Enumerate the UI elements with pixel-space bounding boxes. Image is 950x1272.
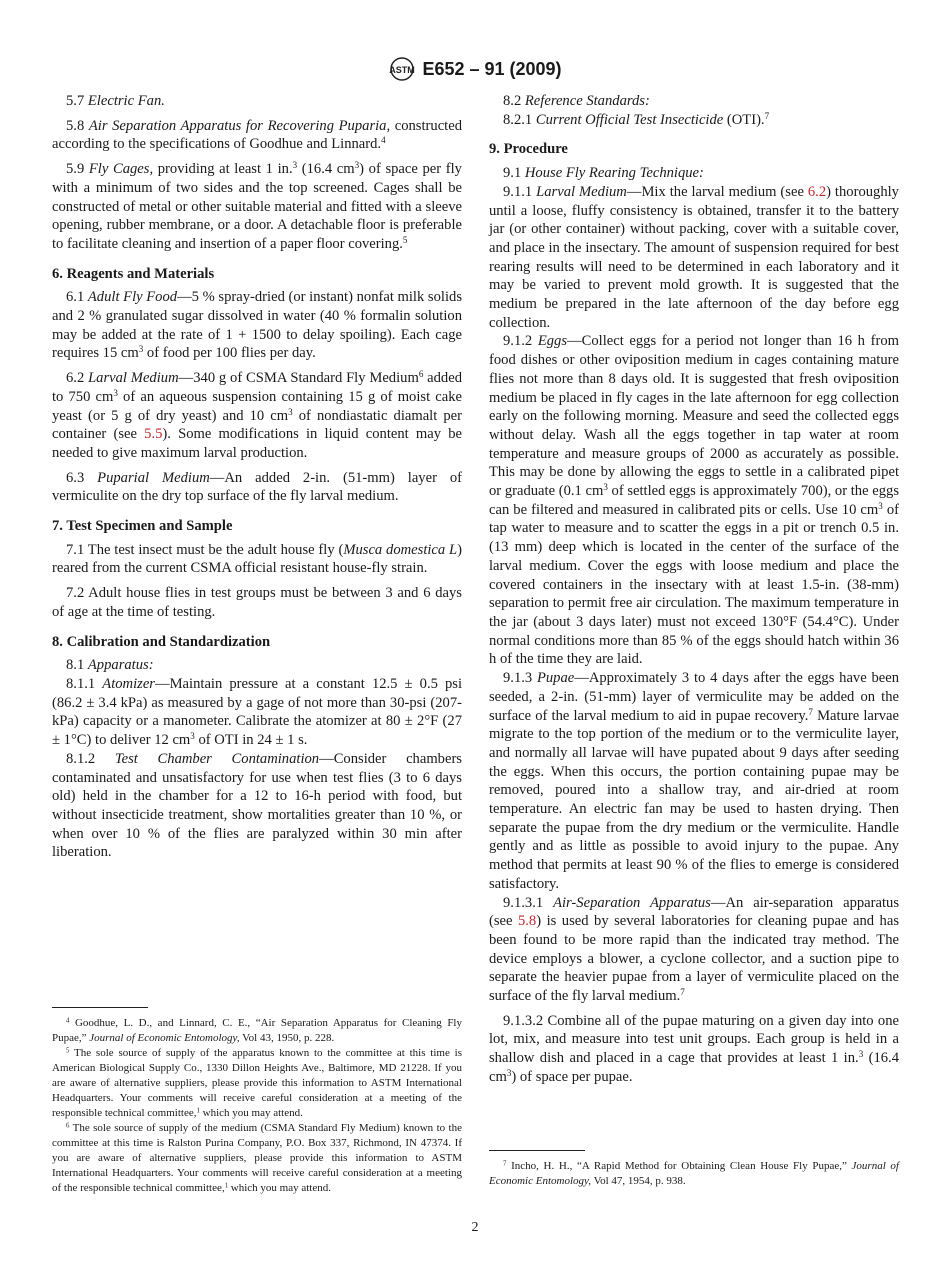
italic-term: Electric Fan. bbox=[87, 93, 165, 109]
footnote-ref: 6 bbox=[418, 369, 424, 380]
footnote-ref: 7 bbox=[764, 110, 770, 121]
paragraph bbox=[52, 1121, 462, 1196]
footnote-ref: 1 bbox=[224, 1182, 228, 1190]
text-run: ) is used by several laboratories for cleaning pupae and has been found to be more rapid than the indicated tray method. The device employs a blower, a cyclone collector, and a suction pipe to separate the heavier pupae from a layer of vermiculite placed on the surface of the fly larval medium. bbox=[489, 913, 899, 1005]
paragraph bbox=[52, 288, 462, 363]
paragraph bbox=[52, 656, 462, 675]
text-run: 9.1.3.2 Combine all of the pupae maturing on a given day into one lot, mix, and measure into test unit groups. Each group is held in a shallow dish and placed in a cage that provides at least 1 in. bbox=[489, 1012, 899, 1067]
text-run: —Mix the larval medium (see bbox=[626, 183, 808, 200]
italic-term: Apparatus: bbox=[87, 657, 154, 674]
text-run: 8. Calibration and Standardization bbox=[52, 633, 271, 650]
section-link[interactable]: 5.5 bbox=[144, 426, 163, 443]
text-run: constructed according to the specifications of Goodhue and Linnard. bbox=[52, 117, 463, 153]
footnote-ref: 3 bbox=[506, 1067, 512, 1078]
paragraph bbox=[52, 160, 462, 254]
italic-term: Air-Separation Apparatus bbox=[553, 894, 711, 911]
text-run: 7. Test Specimen and Sample bbox=[52, 518, 233, 535]
text-run: 8.1.1 bbox=[66, 675, 103, 692]
page-header bbox=[0, 57, 950, 81]
text-run: of settled eggs is approximately 700), or the eggs can be filtered and measured in calibrated pits or cells. Use 10 cm bbox=[489, 483, 899, 518]
paragraph bbox=[52, 469, 462, 506]
text-run: 9.1.2 bbox=[503, 333, 538, 350]
footnote-ref: 3 bbox=[292, 160, 298, 171]
italic-term: House Fly Rearing Technique: bbox=[524, 165, 704, 182]
text-run: of an aqueous suspension containing 15 g of moist cake yeast (or 5 g of dry yeast) and 10 cm bbox=[52, 388, 463, 424]
document-designation: E652 – 91 (2009) bbox=[422, 58, 562, 79]
text-run: —An air-separation apparatus (see bbox=[489, 894, 900, 930]
footnote-ref: 4 bbox=[381, 135, 386, 146]
text-run: (16.4 cm bbox=[297, 161, 355, 178]
text-run: 6.3 bbox=[66, 469, 98, 486]
text-run: of tap water to measure and to scatter the eggs in a pit or trench 0.5 in. (13 mm) deep which is located in the center of the surface of the larval medium. Cover the eggs with loose medium and place the covered containers in the insectary with at least 1.5-in. (38-mm) separation to permit free air circulation. The maximum temperature in the jar (about 3 days later) must not exceed 130°F (54.4°C). Under normal conditions more than 85 % of the eggs should hatch within 36 h of the time they are laid. bbox=[489, 501, 899, 668]
footnote-ref: 3 bbox=[113, 387, 118, 398]
footnote-ref: 6 bbox=[66, 1122, 70, 1130]
italic-term: Atomizer bbox=[102, 675, 155, 692]
footnote-divider bbox=[489, 1150, 585, 1151]
text-run: which you may attend. bbox=[228, 1182, 331, 1194]
italic-term: Larval Medium bbox=[536, 183, 627, 200]
italic-term: Fly Cages, bbox=[88, 161, 154, 178]
text-run: ) of space per pupae. bbox=[511, 1068, 633, 1085]
text-run: providing at least 1 in. bbox=[153, 161, 293, 178]
paragraph bbox=[489, 111, 899, 130]
paragraph bbox=[52, 584, 462, 621]
footnote-ref: 3 bbox=[603, 482, 608, 493]
italic-term: Test Chamber Contamination bbox=[114, 750, 320, 767]
footnotes-right bbox=[489, 1159, 899, 1189]
section-heading bbox=[489, 140, 899, 159]
text-run: 9.1 bbox=[503, 165, 525, 182]
paragraph bbox=[52, 117, 462, 154]
italic-term: Adult Fly Food bbox=[87, 289, 178, 306]
paragraph bbox=[52, 1046, 462, 1121]
text-run: —Collect eggs for a period not longer than 16 h from food dishes or other oviposition medium in cages containing mature flies not more than 8 days old. It is suggested that fresh oviposition medium be placed in fly cages in the late afternoon for egg collection early on the following morning. Measure and seed the collected eggs without delay. Wash all the eggs together in tap water at room temperature and measure groups of 2000 as accurately as possible. This may be done by allowing the eggs to settle in a calibrated pipet or graduate (0.1 cm bbox=[489, 333, 899, 500]
italic-term: Musca domestica L bbox=[343, 541, 458, 558]
italic-term: Reference Standards: bbox=[524, 93, 650, 109]
text-run: 9.1.3.1 bbox=[503, 894, 554, 911]
text-run: Mature larvae migrate to the top portion of the medium or to the vermiculite layer, and normally all larvae will have pupated about 9 days after seeding the eggs. When this occurs, the portion containing pupae may be removed, poured into a shallow tray, and air-dried at room temperature. An electric fan may be used to hasten drying. Then separate the pupae from the dry medium or the vermiculite. Handle gently and as little as possible to avoid injury to the pupae. Any method that permits at least 90 % of the flies to emerge is considered satisfactory. bbox=[489, 707, 899, 892]
section-link[interactable]: 6.2 bbox=[807, 183, 827, 200]
section-link[interactable]: 5.8 bbox=[517, 913, 537, 930]
page-number: 2 bbox=[471, 1220, 479, 1235]
text-run: of food per 100 flies per day. bbox=[143, 345, 316, 362]
text-run: 8.2 bbox=[503, 93, 525, 109]
text-run: 9.1.1 bbox=[503, 183, 537, 200]
right-column bbox=[489, 92, 899, 1087]
text-run: ). Some modifications in liquid content may be needed to give maximum larval production. bbox=[52, 426, 462, 461]
text-run: The sole source of supply of the apparatus known to the committee at this time is American Biological Supply Co., 1330 Dillon Heights Ave., Baltimore, MD 21228. If you are aware of alternative suppliers, please provide this information to ASTM International Headquarters. Your comments will receive careful consideration at a meeting of the responsible technical committee, bbox=[52, 1047, 462, 1119]
text-run: 6. Reagents and Materials bbox=[52, 265, 215, 282]
paragraph bbox=[489, 92, 899, 111]
footnote-ref: 5 bbox=[402, 234, 408, 245]
svg-text:ASTM: ASTM bbox=[389, 65, 416, 75]
text-run: Goodhue, L. D., and Linnard, C. E., “Air Separation Apparatus for Cleaning Fly Pupae,” bbox=[52, 1017, 462, 1044]
text-run: —Maintain pressure at a constant 12.5 ± 0.5 psi (86.2 ± 3.4 kPa) as measured by a gage of not more than 30-psi (207-kPa) capacity or a manometer. Calibrate the atomizer at 80 ± 2°F (27 ± 1°C) to deliver 12 cm bbox=[52, 675, 463, 749]
paragraph bbox=[489, 1159, 899, 1189]
footnote-ref: 4 bbox=[66, 1017, 70, 1025]
italic-term: Eggs bbox=[537, 333, 568, 350]
paragraph bbox=[52, 675, 462, 750]
footnote-ref: 3 bbox=[878, 500, 883, 511]
italic-term: Larval Medium bbox=[88, 370, 179, 387]
text-run: 8.1 bbox=[66, 657, 88, 674]
italic-term: Journal of Economic Entomology, bbox=[89, 1032, 240, 1044]
paragraph bbox=[52, 369, 462, 463]
text-run: 5.7 bbox=[66, 93, 88, 109]
left-column bbox=[52, 92, 462, 862]
text-run: —Consider chambers contaminated and unsatisfactory for use when test flies (3 to 6 days old) held in the chamber for a 12 to 16-h period with food, but without insecticide treatment, show mortalities greater than 10 %, or when over 10 % of the flies are paralyzed within 30 min after liberation. bbox=[52, 750, 462, 861]
footnote-ref: 3 bbox=[354, 160, 360, 171]
text-run: (OTI). bbox=[723, 111, 765, 128]
section-heading bbox=[52, 517, 462, 536]
italic-term: Puparial Medium bbox=[97, 469, 210, 486]
text-run: ) of space per fly with a minimum of two sides and the top screened. Cages shall be constructed of metal or other suitable material and fitted with a sleeve opening, rubber membrane, or a door. A detachable floor is preferable to facilitate cleaning and insertion of a paper floor covering. bbox=[52, 161, 462, 252]
text-run: 9.1.3 bbox=[503, 670, 537, 687]
section-heading bbox=[52, 633, 462, 652]
text-run: 6.1 bbox=[66, 289, 88, 306]
text-run: which you may attend. bbox=[199, 1107, 303, 1119]
paragraph bbox=[489, 1012, 899, 1087]
text-run: —Approximately 3 to 4 days after the eggs have been seeded, a 2-in. (51-mm) layer of vermiculite may be added on the surface of the larval medium to aid in pupae recovery. bbox=[489, 670, 899, 724]
italic-term: Current Official Test Insecticide bbox=[535, 111, 724, 128]
paragraph bbox=[489, 669, 899, 893]
italic-term: Journal of Economic Entomology, bbox=[489, 1160, 899, 1187]
text-run: added to 750 cm bbox=[52, 370, 463, 405]
text-run: 8.2.1 bbox=[503, 111, 536, 128]
footnote-ref: 3 bbox=[858, 1049, 864, 1060]
text-run: of nondiastatic diamalt per container (see bbox=[52, 407, 462, 443]
text-run: ) thoroughly until a loose, fluffy consistency is obtained, transfer it to the battery jar (or other container) without packing, cover with a suitable cover, and place in the insectary. The amount of suspension required for best rearing results will need to be determined in each laboratory and it may be varied to prevent mold growth. It is suggested that the medium be prepared in the late afternoon of the day before egg collection. bbox=[489, 183, 899, 331]
text-run: The sole source of supply of the medium (CSMA Standard Fly Medium) known to the committee at this time is Ralston Purina Company, P.O. Box 337, Richmond, IN 47374. If you are aware of alternative suppliers, please provide this information to ASTM International Headquarters. Your comments will receive careful consideration at a meeting of the responsible technical committee, bbox=[52, 1122, 462, 1194]
text-run: (16.4 cm bbox=[489, 1050, 899, 1085]
text-run: Incho, H. H., “A Rapid Method for Obtaining Clean House Fly Pupae,” bbox=[506, 1160, 852, 1172]
footnote-ref: 7 bbox=[680, 987, 685, 998]
text-run: 5.8 bbox=[66, 117, 89, 134]
footnote-ref: 5 bbox=[66, 1047, 70, 1055]
paragraph bbox=[52, 92, 462, 111]
text-run: —An added 2-in. (51-mm) layer of vermiculite on the dry top surface of the fly larval medium. bbox=[52, 469, 462, 505]
text-run: 5.9 bbox=[66, 161, 89, 178]
text-run: —340 g of CSMA Standard Fly Medium bbox=[178, 370, 419, 387]
italic-term: Air Separation Apparatus for Recovering Puparia, bbox=[88, 117, 391, 134]
italic-term: Pupae bbox=[536, 670, 575, 687]
paragraph bbox=[489, 894, 899, 1006]
footnote-divider bbox=[52, 1007, 148, 1008]
paragraph bbox=[52, 541, 462, 578]
footnote-ref: 7 bbox=[808, 706, 813, 717]
paragraph bbox=[52, 1016, 462, 1046]
footnote-ref: 1 bbox=[196, 1107, 200, 1115]
footnote-ref: 3 bbox=[288, 406, 293, 417]
section-heading bbox=[52, 265, 462, 284]
text-run: 7.2 Adult house flies in test groups must be between 3 and 6 days of age at the time of testing. bbox=[52, 585, 462, 620]
footnote-ref: 3 bbox=[138, 344, 144, 355]
text-run: ) reared from the current CSMA official resistant house-fly strain. bbox=[52, 541, 462, 577]
astm-logo-icon bbox=[388, 57, 416, 81]
paragraph bbox=[489, 183, 899, 333]
paragraph bbox=[52, 750, 462, 862]
text-run: Vol 43, 1950, p. 228. bbox=[239, 1032, 335, 1044]
footnote-ref: 3 bbox=[190, 731, 195, 742]
text-run: 7.1 The test insect must be the adult house fly ( bbox=[66, 541, 344, 558]
text-run: of OTI in 24 ± 1 s. bbox=[194, 732, 308, 749]
text-run: 6.2 bbox=[66, 370, 89, 387]
paragraph bbox=[489, 332, 899, 669]
footnotes-left bbox=[52, 1016, 462, 1196]
text-run: —5 % spray-dried (or instant) nonfat milk solids and 2 % granulated sugar dissolved in water (40 % formalin solution may be added at the rate of 1 + 1500 to delay spoiling). Each cage requires 15 cm bbox=[52, 289, 462, 362]
text-run: 9. Procedure bbox=[489, 141, 568, 158]
text-run: Vol 47, 1954, p. 938. bbox=[591, 1175, 686, 1187]
paragraph bbox=[489, 164, 899, 183]
text-run: 8.1.2 bbox=[66, 750, 115, 767]
footnote-ref: 7 bbox=[503, 1160, 507, 1168]
